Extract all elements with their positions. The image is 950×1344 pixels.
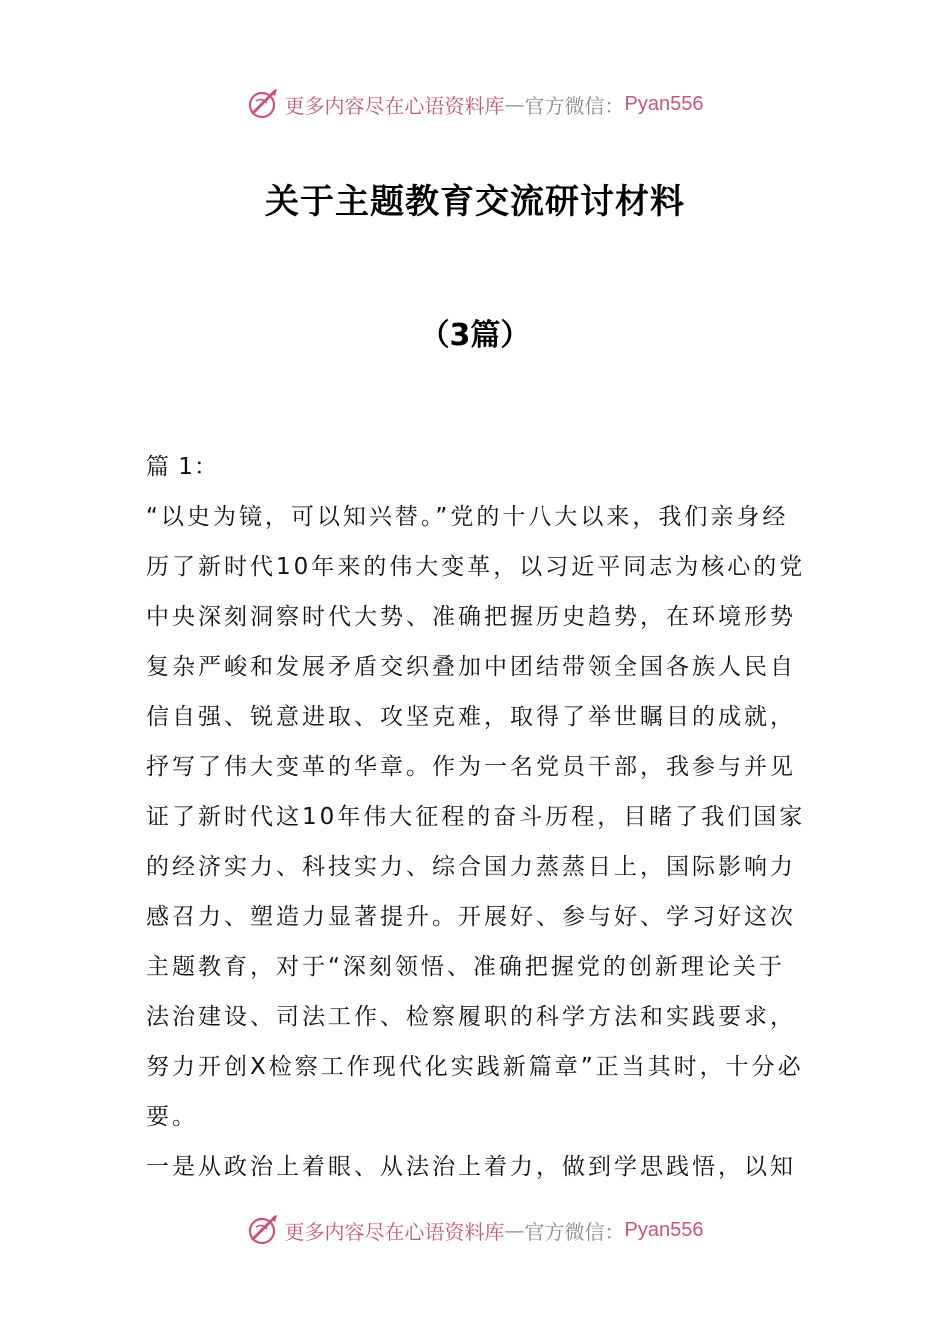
watermark-wechat-id: Pyan556 [624,1218,704,1241]
body-line: 一是从政治上着眼、从法治上着力，做到学思践悟，以知 [146,1154,796,1180]
document-subtitle: （3篇） [419,318,531,353]
watermark-wechat-label: 官方微信： [524,93,625,118]
body-line: 中央深刻洞察时代大势、准确把握历史趋势，在环境形势 [146,604,796,630]
watermark-site-text: 更多内容尽在心语资料库 [284,1219,505,1244]
section-heading: 篇 1： [146,454,218,480]
body-line: 感召力、塑造力显著提升。开展好、参与好、学习好这次 [146,904,796,930]
body-line: 复杂严峻和发展矛盾交织叠加中团结带领全国各族人民自 [146,654,796,680]
body-line: 主题教育，对于“深刻领悟、准确把握党的创新理论关于 [146,954,785,980]
header-watermark [0,84,950,124]
document-title: 关于主题教育交流研讨材料 [265,182,685,222]
watermark-wechat-id: Pyan556 [624,92,704,115]
watermark-wechat-label: 官方微信： [524,1219,625,1244]
document-body [146,442,808,1192]
watermark-site-text: 更多内容尽在心语资料库 [284,93,505,118]
watermark-dash: — [504,1218,525,1242]
body-line: 抒写了伟大变革的华章。作为一名党员干部，我参与并见 [146,754,796,780]
body-line: 要。 [146,1104,198,1130]
pen-logo-icon [247,1213,281,1247]
body-line: 历了新时代10年来的伟大变革，以习近平同志为核心的党 [146,554,806,580]
body-line: 法治建设、司法工作、检察履职的科学方法和实践要求， [146,1004,796,1030]
body-line: 的经济实力、科技实力、综合国力蒸蒸日上，国际影响力 [146,854,796,880]
body-line: 证了新时代这10年伟大征程的奋斗历程，目睹了我们国家 [146,804,806,830]
body-line: 信自强、锐意进取、攻坚克难，取得了举世瞩目的成就， [146,704,796,730]
watermark-dash: — [504,92,525,116]
body-line: “以史为镜，可以知兴替。”党的十八大以来，我们亲身经 [146,504,789,530]
footer-watermark [0,1210,950,1250]
body-line: 努力开创X检察工作现代化实践新篇章”正当其时，十分必 [146,1054,804,1080]
pen-logo-icon [247,87,281,121]
